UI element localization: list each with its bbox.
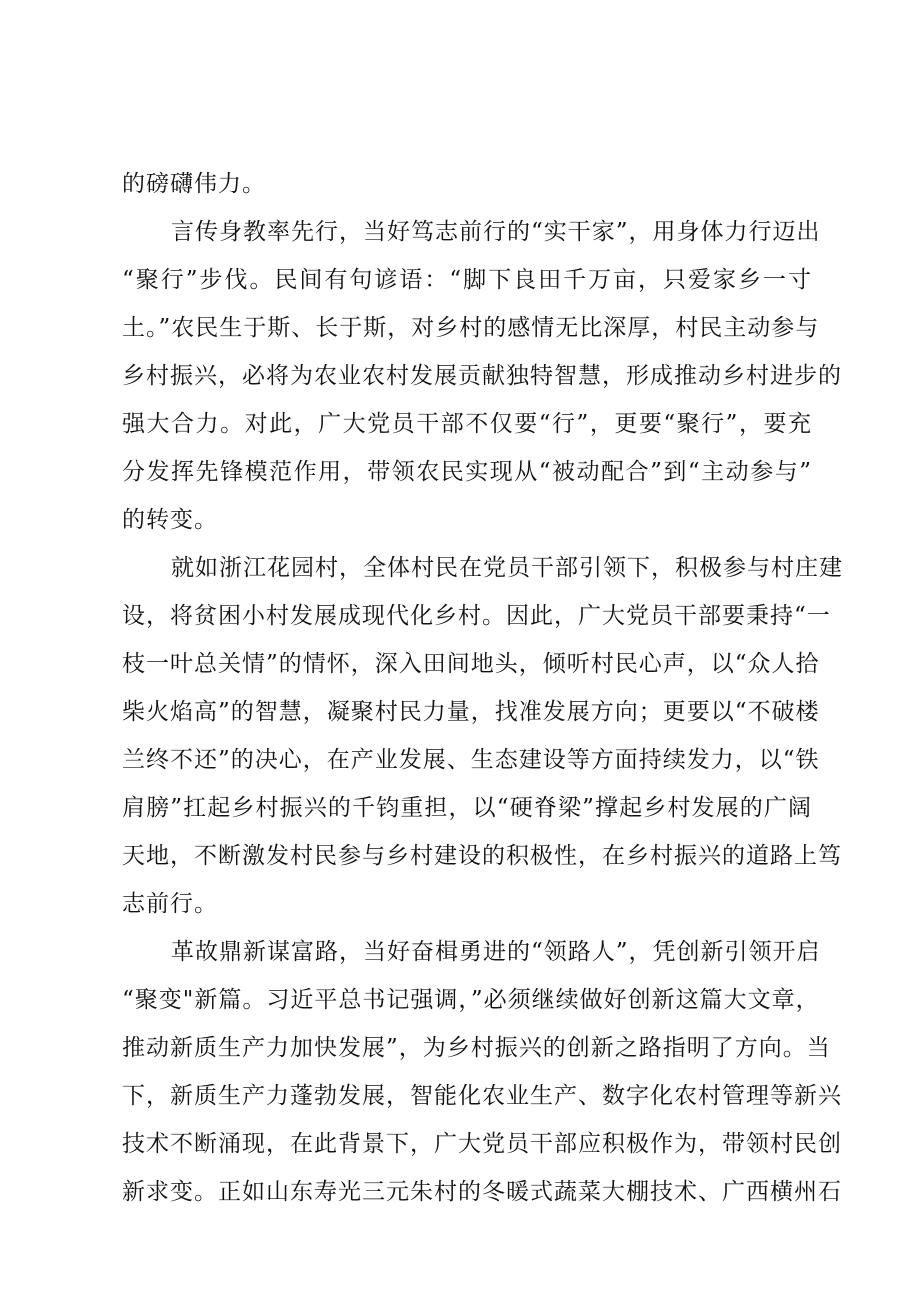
text-line: 肩膀”扛起乡村振兴的千钧重担，以“硬脊梁”撑起乡村发展的广阔 <box>122 795 812 821</box>
text-line: 兰终不还”的决心，在产业发展、生态建设等方面持续发力，以“铁 <box>122 747 820 773</box>
text-line: 言传身教率先行，当好笃志前行的“实干家”，用身体力行迈出 <box>171 219 821 245</box>
document-body <box>122 160 843 1216</box>
text-line: 的转变。 <box>122 507 218 533</box>
text-line: 分发挥先锋模范作用，带领农民实现从“被动配合”到“主动参与” <box>122 459 812 485</box>
text-line: 下，新质生产力蓬勃发展，智能化农业生产、数字化农村管理等新兴 <box>122 1083 842 1109</box>
text-line: 土。”农民生于斯、长于斯，对乡村的感情无比深厚，村民主动参与 <box>122 315 820 341</box>
text-line: 就如浙江花园村，全体村民在党员干部引领下，积极参与村庄建 <box>171 555 843 581</box>
text-line: “聚行”步伐。民间有句谚语：“脚下良田千万亩，只爱家乡一寸 <box>122 267 812 293</box>
text-line: 设，将贫困小村发展成现代化乡村。因此，广大党员干部要秉持“一 <box>122 603 831 629</box>
text-line: 的磅礴伟力。 <box>122 171 266 197</box>
text-line: 志前行。 <box>122 891 218 917</box>
text-line: 枝一叶总关情”的情怀，深入田间地头，倾听村民心声，以“众人拾 <box>122 651 820 677</box>
text-line: 乡村振兴，必将为农业农村发展贡献独特智慧，形成推动乡村进步的 <box>122 363 842 389</box>
text-line: “聚变"新篇。习近平总书记强调，”必须继续做好创新这篇大文章， <box>122 987 820 1013</box>
text-line: 技术不断涌现，在此背景下，广大党员干部应积极作为，带领村民创 <box>122 1131 842 1157</box>
paragraph <box>122 928 842 1216</box>
paragraph <box>122 208 842 544</box>
paragraph <box>122 160 812 208</box>
text-line: 天地，不断激发村民参与乡村建设的积极性，在乡村振兴的道路上笃 <box>122 843 842 869</box>
text-line: 推动新质生产力加快发展”，为乡村振兴的创新之路指明了方向。当 <box>122 1035 831 1061</box>
paragraph <box>122 544 843 928</box>
text-line: 强大合力。对此，广大党员干部不仅要“行”，更要“聚行”，要充 <box>122 411 812 437</box>
text-line: 新求变。正如山东寿光三元朱村的冬暖式蔬菜大棚技术、广西横州石 <box>122 1179 842 1205</box>
text-line: 柴火焰高”的智慧，凝聚村民力量，找准发展方向；更要以“不破楼 <box>122 699 820 725</box>
text-line: 革故鼎新谋富路，当好奋楫勇进的“领路人”，凭创新引领开启 <box>171 939 821 965</box>
